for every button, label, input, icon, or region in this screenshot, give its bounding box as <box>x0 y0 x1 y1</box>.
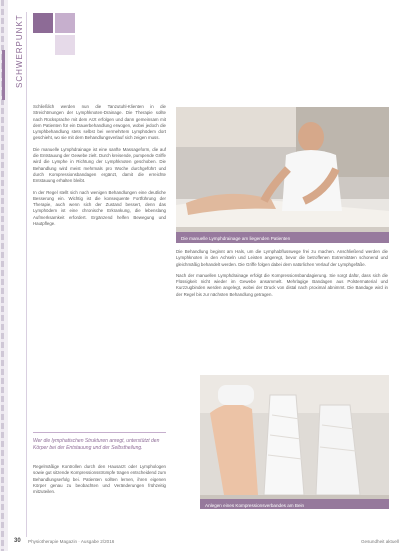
footer-source: Physiotherapie Magazin · Ausgabe 2/2016 <box>28 539 115 544</box>
photo-lymphatic-massage <box>176 107 389 243</box>
binding-strip <box>0 0 8 551</box>
massage-illustration <box>176 107 389 243</box>
spine-tag <box>2 50 5 100</box>
photo-compression-bandage <box>200 375 389 509</box>
paragraph: Die Behandlung beginnt am Hals, um die Lymphabflusswege frei zu machen. Anschließend werden die Lymphknoten in den Achseln und Leisten angeregt, bevor die betroffenen Extremitäten schonend und gleichmäßig behandelt werden. Die Griffe folgen dabei dem natürlichen Verlauf der Lymphgefäße. <box>176 249 388 267</box>
section-title-text: SCHWERPUNKT <box>15 14 24 88</box>
decor-square-light <box>55 35 75 55</box>
quote-divider <box>33 432 166 433</box>
decor-square-medium <box>55 13 75 33</box>
paragraph: Regelmäßige Kontrollen durch den Hausarzt oder Lymphologen sowie gut sitzende Kompressionsstrümpfe tragen entscheidend zum Behandlungserfolg bei. Patienten sollten lernen, ihren eigenen Körper genau zu beobachten und Veränderungen frühzeitig mitzuteilen. <box>33 464 166 495</box>
page-number: 30 <box>14 538 21 544</box>
page-footer <box>14 538 399 548</box>
bandage-illustration <box>200 375 389 509</box>
body-column-left <box>33 104 166 232</box>
paragraph: In der Regel stellt sich nach wenigen Behandlungen eine deutliche Besserung ein. Wichtig ist die konsequente Fortführung der Therapie, auch wenn sich der Zustand bessert, denn das Lymphödem ist eine chronische Erkrankung, die lebenslang Aufmerksamkeit erfordert. Ergänzend helfen Bewegung und Hautpflege. <box>33 189 166 227</box>
paragraph: Nach der manuellen Lymphdrainage erfolgt die Kompressionsbandagierung. Sie sorgt dafür, dass sich die Flüssigkeit nicht wieder im Gewebe ansammelt. Mehrlagige Bandagen aus Polstermaterial und Kurzzugbinden werden angelegt, wobei der Druck von distal nach proximal abnimmt. Die Bandage wird in der Regel bis zur nächsten Behandlung getragen. <box>176 272 388 297</box>
body-column-right <box>176 249 388 303</box>
photo-caption: Die manuelle Lymphdrainage am liegenden Patienten <box>181 236 291 241</box>
paragraph: Schließlich werden nun die Tanzutuhl-Klienten in die Streichtmungen der Lymphknoten-Drainage. Die Therapie sollte nach Rücksprache mit dem Arzt erfolgen und dann gemeinsam mit dem Patienten für ein Dauerbehandlung erwogen, wobei jedoch die Lymphbehandlung stets selbst bei vermehrtem Lymphödem dort geschieht, wo sie mit dem Behandlungsverlauf sich zeigen muss. <box>33 104 166 141</box>
body-column-left-lower <box>33 464 166 500</box>
decor-square-dark <box>33 13 53 33</box>
section-title <box>15 14 25 98</box>
vertical-divider <box>26 12 27 537</box>
pull-quote: Wer die lymphatischen Strukturen anregt, unterstützt den Körper bei der Entstauung und der Selbstheilung. <box>33 438 160 452</box>
footer-issue: Gesundheit aktuell <box>360 539 399 544</box>
photo-caption: Anlegen eines Kompressionsverbandes am Bein <box>205 503 305 508</box>
paragraph: Die manuelle Lymphdrainage ist eine sanfte Massageform, die auf die Entstauung der Gewebe zielt. Durch kreisende, pumpende Griffe wird die Lymphe in Richtung der Lymphknoten geschoben. Die Behandlung wird meist mehrmals pro Woche durchgeführt und durch Kompressionsbandagen ergänzt, damit die erreichte Entstauung erhalten bleibt. <box>33 146 166 184</box>
